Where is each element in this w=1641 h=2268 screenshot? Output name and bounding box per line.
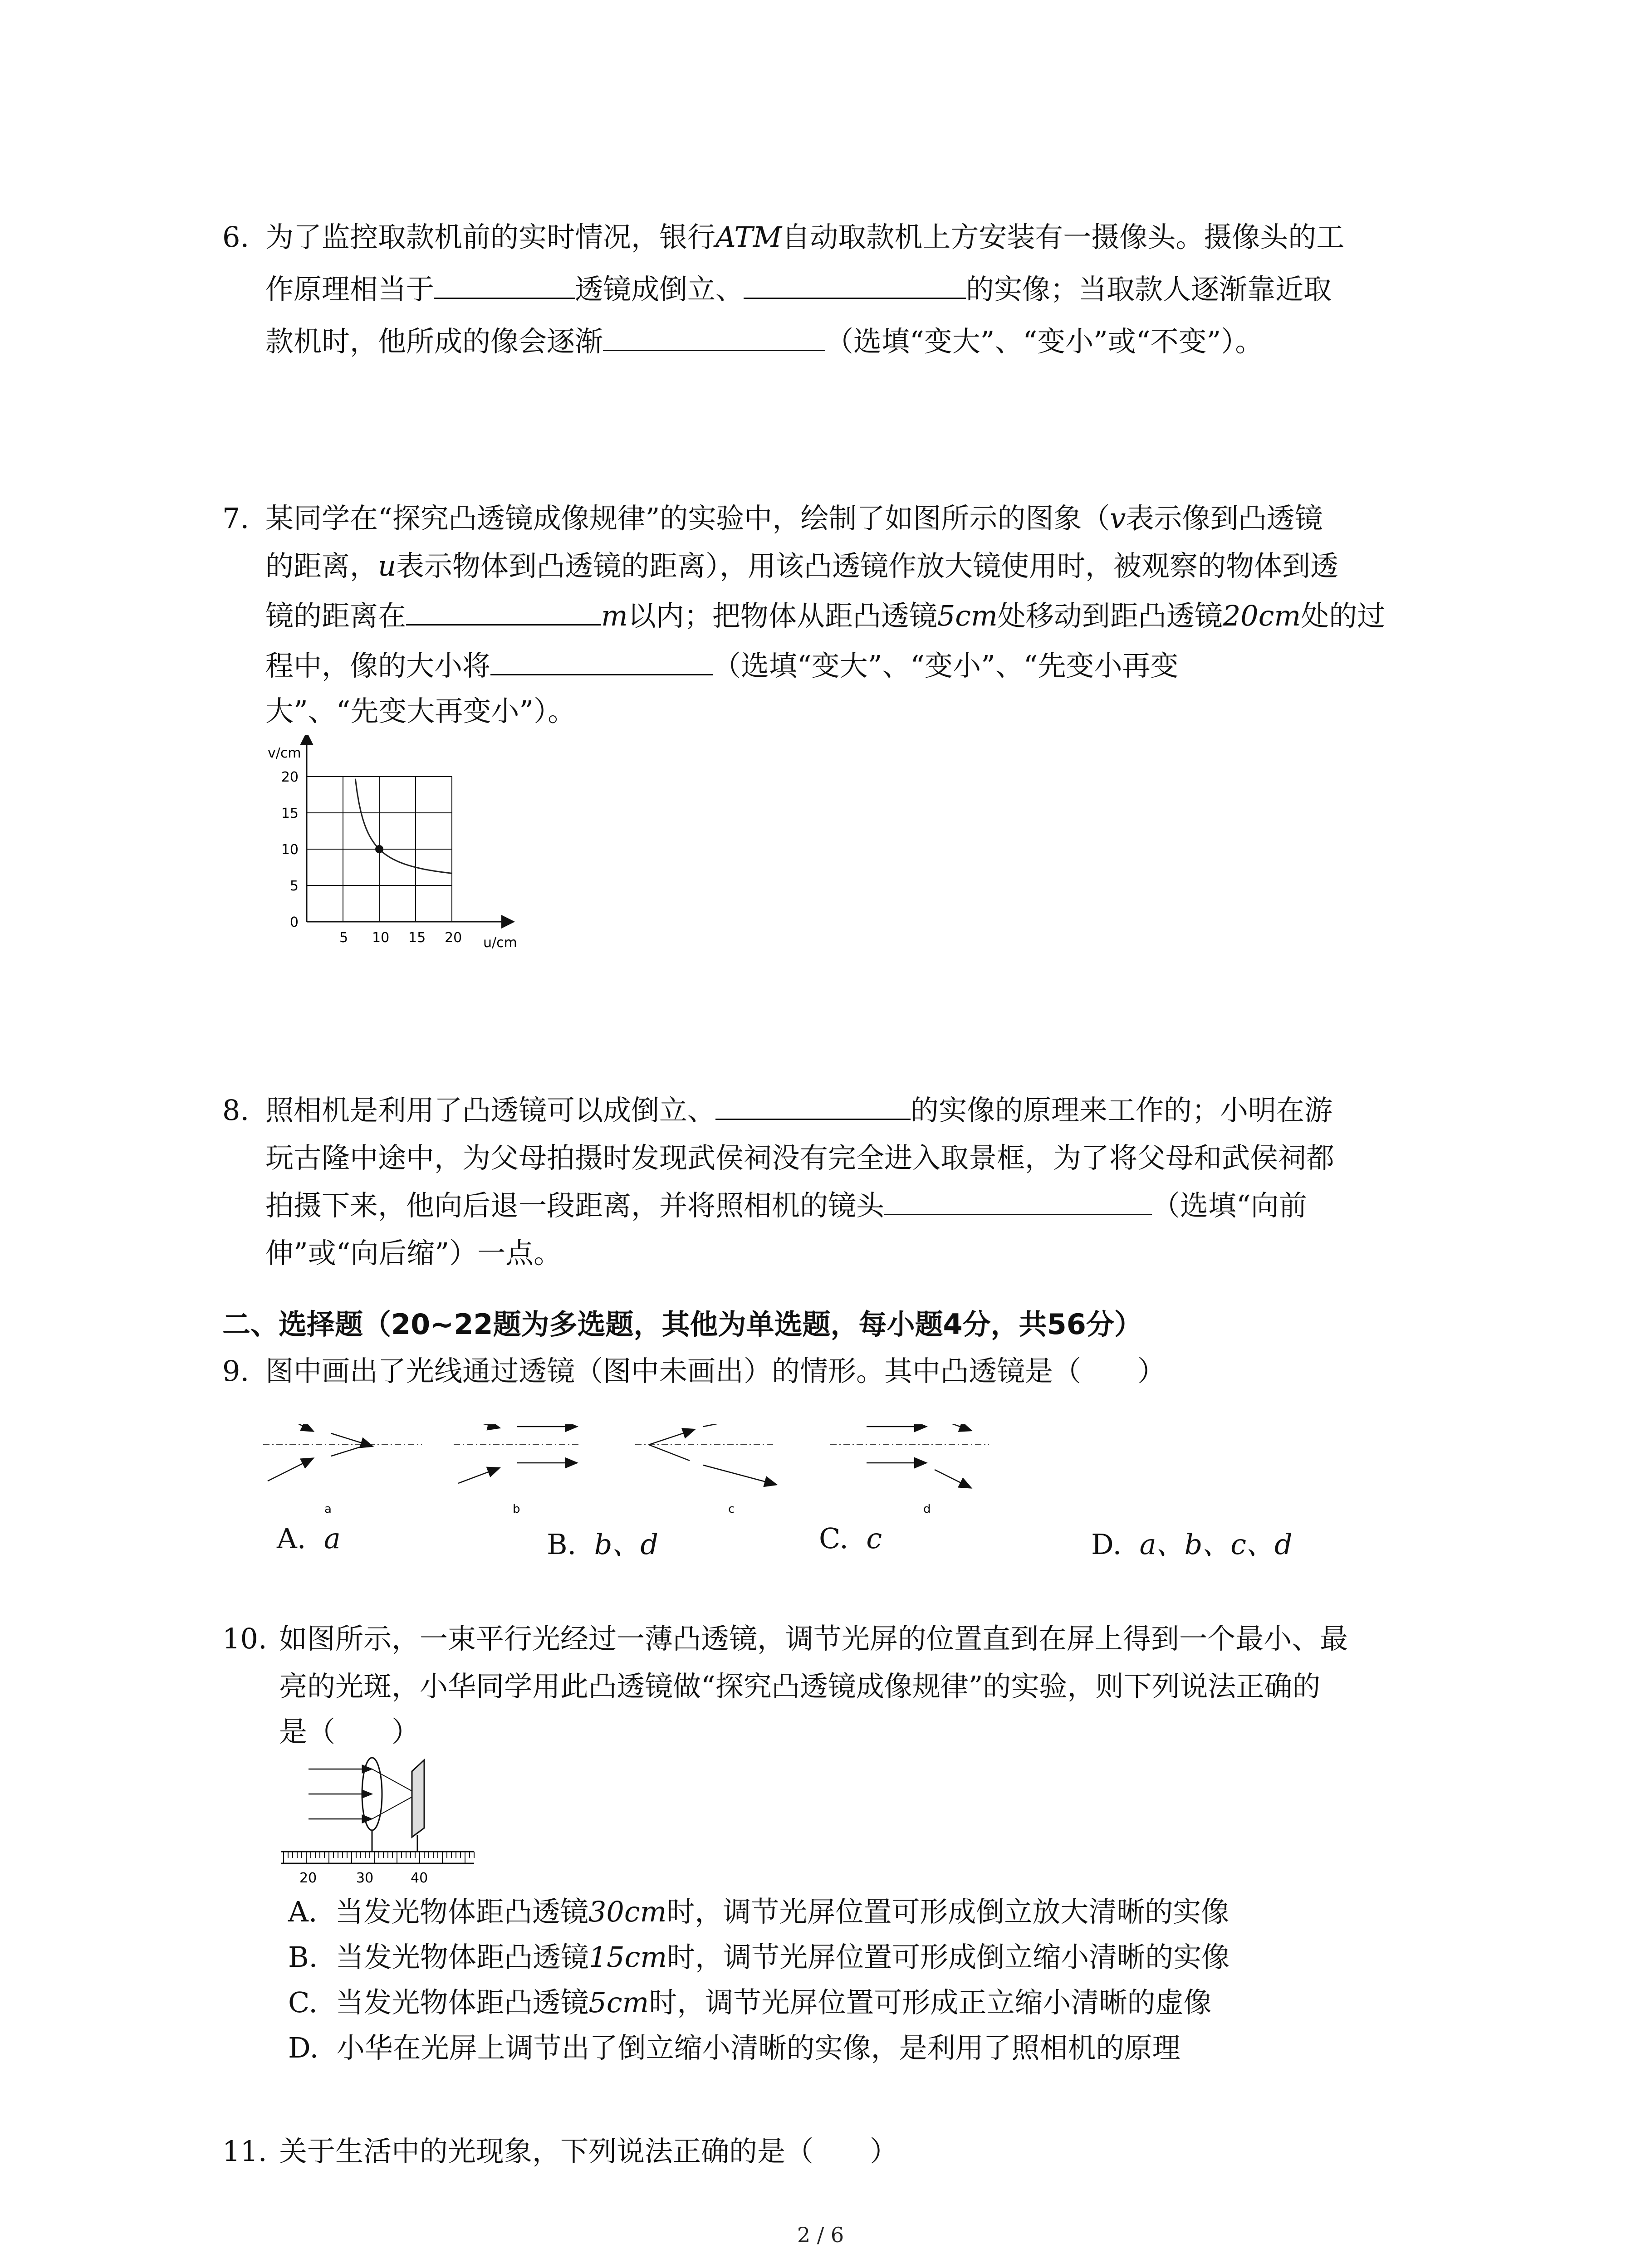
option-text: 时，调节光屏位置可形成倒立缩小清晰的实像 xyxy=(667,1941,1230,1974)
q7-unit: m xyxy=(601,599,628,632)
ruler xyxy=(281,1852,474,1863)
ruler-label-20: 20 xyxy=(299,1870,317,1886)
y-tick-label: 15 xyxy=(281,806,299,821)
option-b[interactable] xyxy=(547,1522,658,1562)
q6-line-2 xyxy=(265,265,1332,313)
y-axis-label: v/cm xyxy=(268,745,301,761)
q8-line-2 xyxy=(265,1134,1334,1182)
q8-text: （选填“向前 xyxy=(1152,1189,1307,1222)
option-letter: C. xyxy=(819,1522,848,1555)
q8-line-1 xyxy=(265,1086,1332,1134)
option-text: 当发光物体距凸透镜 xyxy=(335,1941,589,1974)
x-tick-label: 20 xyxy=(445,930,462,946)
option-letter: B. xyxy=(288,1941,318,1974)
q7-text: 表示物体到凸透镜的距离），用该凸透镜作放大镜使用时，被观察的物体到透 xyxy=(396,549,1338,582)
answer-blank[interactable] xyxy=(490,647,713,675)
diagram-label-b: b xyxy=(513,1502,520,1516)
diagram-label-c: c xyxy=(728,1502,735,1516)
option-d[interactable] xyxy=(1091,1522,1293,1562)
q6-line-3 xyxy=(265,318,1263,366)
ruler-label-30: 30 xyxy=(356,1870,374,1886)
answer-blank[interactable] xyxy=(434,270,575,299)
chart-ticks xyxy=(281,769,462,946)
q7-value: 20cm xyxy=(1222,599,1301,632)
q8-text: 伸”或“向后缩”）一点。 xyxy=(265,1237,562,1270)
option-text: 当发光物体距凸透镜 xyxy=(335,1986,589,2019)
q11-text: 关于生活中的光现象，下列说法正确的是（ ） xyxy=(279,2135,898,2168)
q9-text: 图中画出了光线通过透镜（图中未画出）的情形。其中凸透镜是（ ） xyxy=(265,1354,1166,1388)
question-number: 6. xyxy=(222,220,250,254)
x-tick-label: 10 xyxy=(372,930,390,946)
question-number: 11. xyxy=(222,2135,267,2168)
answer-blank[interactable] xyxy=(406,597,601,626)
q6-text: 作原理相当于 xyxy=(265,273,435,306)
q7-value: 5cm xyxy=(937,599,998,632)
option-a[interactable] xyxy=(277,1522,341,1555)
diagram-label-d: d xyxy=(923,1502,931,1516)
q9-ray-diagrams xyxy=(263,1424,1012,1524)
page-number: 2 / 6 xyxy=(797,2223,844,2247)
q7-line-4 xyxy=(265,642,1179,690)
option-c[interactable] xyxy=(819,1522,882,1555)
q6-text: 的实像；当取款人逐渐靠近取 xyxy=(966,273,1332,306)
q9-line-1 xyxy=(265,1347,1166,1395)
option-b[interactable] xyxy=(288,1935,1230,1975)
q6-atm: ATM xyxy=(715,220,782,254)
question-number: 10. xyxy=(222,1622,267,1655)
diagram-d xyxy=(830,1424,989,1516)
question-number: 9. xyxy=(222,1354,250,1388)
q7-text: （选填“变大”、“变小”、“先变小再变 xyxy=(713,649,1179,682)
x-axis-label: u/cm xyxy=(483,935,517,951)
option-letter: D. xyxy=(288,2031,319,2064)
answer-blank[interactable] xyxy=(603,323,825,351)
q6-text: 透镜成倒立、 xyxy=(575,273,744,306)
answer-blank[interactable] xyxy=(715,1091,911,1120)
q7-line-1 xyxy=(265,494,1323,543)
option-text: 当发光物体距凸透镜 xyxy=(335,1895,588,1928)
answer-blank[interactable] xyxy=(744,270,966,299)
q7-text: 表示像到凸透镜 xyxy=(1126,502,1323,535)
question-number: 7. xyxy=(222,502,250,535)
option-text: 时，调节光屏位置可形成正立缩小清晰的虚像 xyxy=(649,1986,1212,2019)
q7-line-5 xyxy=(265,687,576,735)
q8-text: 玩古隆中途中，为父母拍摄时发现武侯祠没有完全进入取景框，为了将父母和武侯祠都 xyxy=(265,1141,1335,1174)
chart-curve xyxy=(355,779,451,874)
q10-line-3 xyxy=(279,1708,420,1756)
q7-text: 以内；把物体从距凸透镜 xyxy=(627,599,937,632)
q7-line-3 xyxy=(265,592,1385,640)
q7-var-v: v xyxy=(1110,502,1126,535)
q10-text: 亮的光斑，小华同学用此凸透镜做“探究凸透镜成像规律”的实验，则下列说法正确的 xyxy=(279,1670,1321,1703)
option-text: c xyxy=(866,1522,882,1555)
q6-text: 为了监控取款机前的实时情况，银行 xyxy=(265,220,716,254)
chart-marked-point xyxy=(375,845,383,853)
option-letter: A. xyxy=(288,1895,318,1928)
y-tick-label: 0 xyxy=(289,914,299,930)
q7-text: 某同学在“探究凸透镜成像规律”的实验中，绘制了如图所示的图象（ xyxy=(265,502,1110,535)
option-d[interactable] xyxy=(288,2025,1181,2066)
q8-text: 的实像的原理来工作的；小明在游 xyxy=(911,1094,1333,1127)
answer-blank[interactable] xyxy=(884,1187,1152,1215)
option-text: 时，调节光屏位置可形成倒立放大清晰的实像 xyxy=(666,1895,1230,1928)
question-number: 8. xyxy=(222,1094,250,1127)
option-value: 30cm xyxy=(588,1895,667,1928)
option-text: a xyxy=(323,1522,341,1555)
y-tick-label: 10 xyxy=(281,842,299,858)
q6-line-1 xyxy=(265,213,1344,261)
q10-line-2 xyxy=(279,1662,1320,1711)
diagram-c xyxy=(635,1424,776,1516)
q8-line-4 xyxy=(265,1229,562,1277)
q6-text: 自动取款机上方安装有一摄像头。摄像头的工 xyxy=(782,220,1345,254)
q7-text: 程中，像的大小将 xyxy=(265,649,491,682)
q7-graph xyxy=(254,735,549,957)
q8-line-3 xyxy=(265,1182,1307,1230)
q10-text: 如图所示，一束平行光经过一薄凸透镜，调节光屏的位置直到在屏上得到一个最小、最 xyxy=(279,1622,1348,1655)
q7-text: 处移动到距凸透镜 xyxy=(997,599,1223,632)
option-letter: C. xyxy=(288,1986,318,2019)
diagram-label-a: a xyxy=(324,1502,332,1516)
q7-text: 的距离， xyxy=(265,549,378,582)
diagram-b xyxy=(454,1424,581,1516)
q7-text: 大”、“先变大再变小”）。 xyxy=(265,694,576,728)
q10-lens-diagram xyxy=(281,1751,481,1887)
q10-text: 是（ ） xyxy=(279,1715,420,1748)
option-text: a、b、c、d xyxy=(1139,1528,1293,1561)
x-tick-label: 5 xyxy=(339,930,348,946)
x-tick-label: 15 xyxy=(408,930,426,946)
diagram-a xyxy=(263,1424,422,1516)
light-screen xyxy=(412,1760,424,1837)
q7-line-2 xyxy=(265,542,1338,590)
ruler-label-40: 40 xyxy=(411,1870,428,1886)
q7-text: 镜的距离在 xyxy=(265,599,407,632)
option-letter: B. xyxy=(547,1528,577,1561)
option-value: 15cm xyxy=(588,1941,667,1974)
section-heading: 二、选择题（20~22题为多选题，其他为单选题，每小题4分，共56分） xyxy=(222,1308,1142,1341)
y-tick-label: 20 xyxy=(281,769,299,785)
q10-line-1 xyxy=(279,1615,1348,1663)
option-text: 小华在光屏上调节出了倒立缩小清晰的实像，是利用了照相机的原理 xyxy=(336,2031,1181,2064)
y-tick-label: 5 xyxy=(289,878,299,894)
option-a[interactable] xyxy=(288,1889,1229,1930)
option-text: b、d xyxy=(594,1528,659,1561)
option-letter: A. xyxy=(277,1522,306,1555)
q7-var-u: u xyxy=(378,549,396,582)
q7-text: 处的过 xyxy=(1301,599,1386,632)
q6-text: 款机时，他所成的像会逐渐 xyxy=(265,325,603,358)
option-letter: D. xyxy=(1091,1528,1122,1561)
option-c[interactable] xyxy=(288,1980,1211,2020)
q6-text: （选填“变大”、“变小”或“不变”）。 xyxy=(825,325,1264,358)
option-value: 5cm xyxy=(588,1986,649,2019)
q8-text: 照相机是利用了凸透镜可以成倒立、 xyxy=(265,1094,716,1127)
q8-text: 拍摄下来，他向后退一段距离，并将照相机的镜头 xyxy=(265,1189,885,1222)
q11-line-1 xyxy=(279,2127,898,2175)
